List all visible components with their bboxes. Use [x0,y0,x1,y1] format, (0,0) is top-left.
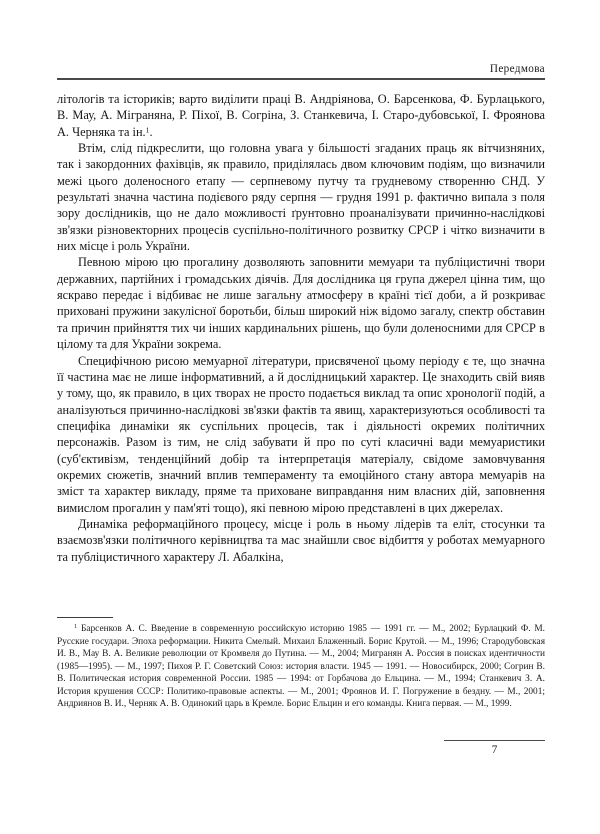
footnote-entry [57,623,545,711]
footnote-citation-text: Барсенков А. С. Введение в современную российскую историю 1985 — 1991 гг. — М., 2002; Бурлацкий Ф. М. Русские государи. Эпоха реформации. Никита Смелый. Михаил Блаженный. Борис Крутой. — М., 1996; Стародубовская И. В., Мау В. А. Великие революции от Кромвеля до Путина. — М., 2004; Мигранян А. Россия в поисках идентичности (1985—1995). — М., 1997; Пихоя Р. Г. Советский Союз: история власти. 1945 — 1991. — Новосибирск, 2000; Согрин В. В. Политическая история современной России. 1985 — 1994: от Горбачова до Ельцина. — М., 1994; Станкевич З. А. История крушения СССР: Политико-правовые аспекты. — М., 2001; Фроянов И. Г. Погружение в бездну. — М., 2001; Андриянов В. И., Черняк А. В. Одинокий царь в Кремле. Борис Ельцин и его команды. Книга первая. — М., 1999. [57,624,545,710]
footnote-number: 1 [74,623,78,631]
footnote-block [57,617,545,711]
header-divider [57,78,545,79]
paragraph: Втім, слід підкреслити, що головна увага у більшості згаданих праць як вітчизняних, так і закордонних фахівців, як правило, приділялась двом ключовим подіям, що визначили межі цього доленосного етапу — серпневому путчу та грудневому створенню СНД. У результаті значна частина подієвого ряду серпня — грудня 1991 р. фактично випала з поля зору дослідників, що не дало можливості ґрунтовно проаналізувати причинно-наслідкові зв'язки різновекторних процесів суспільно-політичного розвитку СРСР і чітко визначити в них місце і роль України. [57,141,545,254]
header-title: Передмова [489,63,545,75]
paragraph-text-tail: . [149,124,153,139]
page-number: 7 [491,744,498,757]
footnote-divider [57,617,113,618]
footer-divider [444,740,545,741]
paragraph-text: літологів та істориків; варто виділити праці В. Андріянова, О. Барсенкова, Ф. Бурлацького, В. Мау, А. Міграняна, Р. Піхої, В. Согріна, З. Станкевича, І. Старо-дубовської, І. Фроянова А. Черняка та ін. [57,92,545,139]
footnote-reference-marker[interactable]: 1 [145,125,150,135]
paragraph: Певною мірою цю прогалину дозволяють заповнити мемуари та публіцистичні твори державних, партійних і громадських діячів. Для дослідника ця група джерел цінна тим, що яскраво передає і відбиває не лише загальну атмосферу в країні тієї доби, а й розкриває приховані пружини закулісної боротьби, більш широкий ніж відомо загалу, спектр обставин та причин прийняття тих чи інших кардинальних рішень, що були доленосними для СРСР в цілому та для України зокрема. [57,255,545,352]
body-text-block [57,91,545,565]
paragraph [57,91,545,140]
paragraph: Специфічною рисою мемуарної літератури, присвяченої цьому періоду є те, що значна її частина має не лише інформативний, а й дослідницький характер. Це знаходить свій вияв у тому, що, як правило, в цих творах не просто подається виклад та опис хронології подій, а аналізуються причинно-наслідкові зв'язки фактів та явищ, характеризуються особливості та специфіка динаміки як суспільних процесів, так і діяльності окремих політичних персонажів. Разом із тим, не слід забувати й про по суті класичні вади мемуаристики (суб'єктивізм, тенденційний добір та інтерпретація матеріалу, свідоме замовчування окремих сюжетів, значний вплив темпераменту та емоційного стану автора мемуарів на зміст та характер викладу, пряме та приховане виправдання ним власних дій, заповнення вимислом прогалин у пам'яті тощо), які певною мірою представлені в цих джерелах. [57,353,545,515]
running-header [57,63,545,80]
paragraph: Динаміка реформаційного процесу, місце і роль в ньому лідерів та еліт, стосунки та взаємозв'язки політичного керівництва та мас знайшли своє відбиття у роботах мемуарного та публіцистичного характеру Л. Абалкіна, [57,516,545,564]
page-footer [444,740,545,756]
